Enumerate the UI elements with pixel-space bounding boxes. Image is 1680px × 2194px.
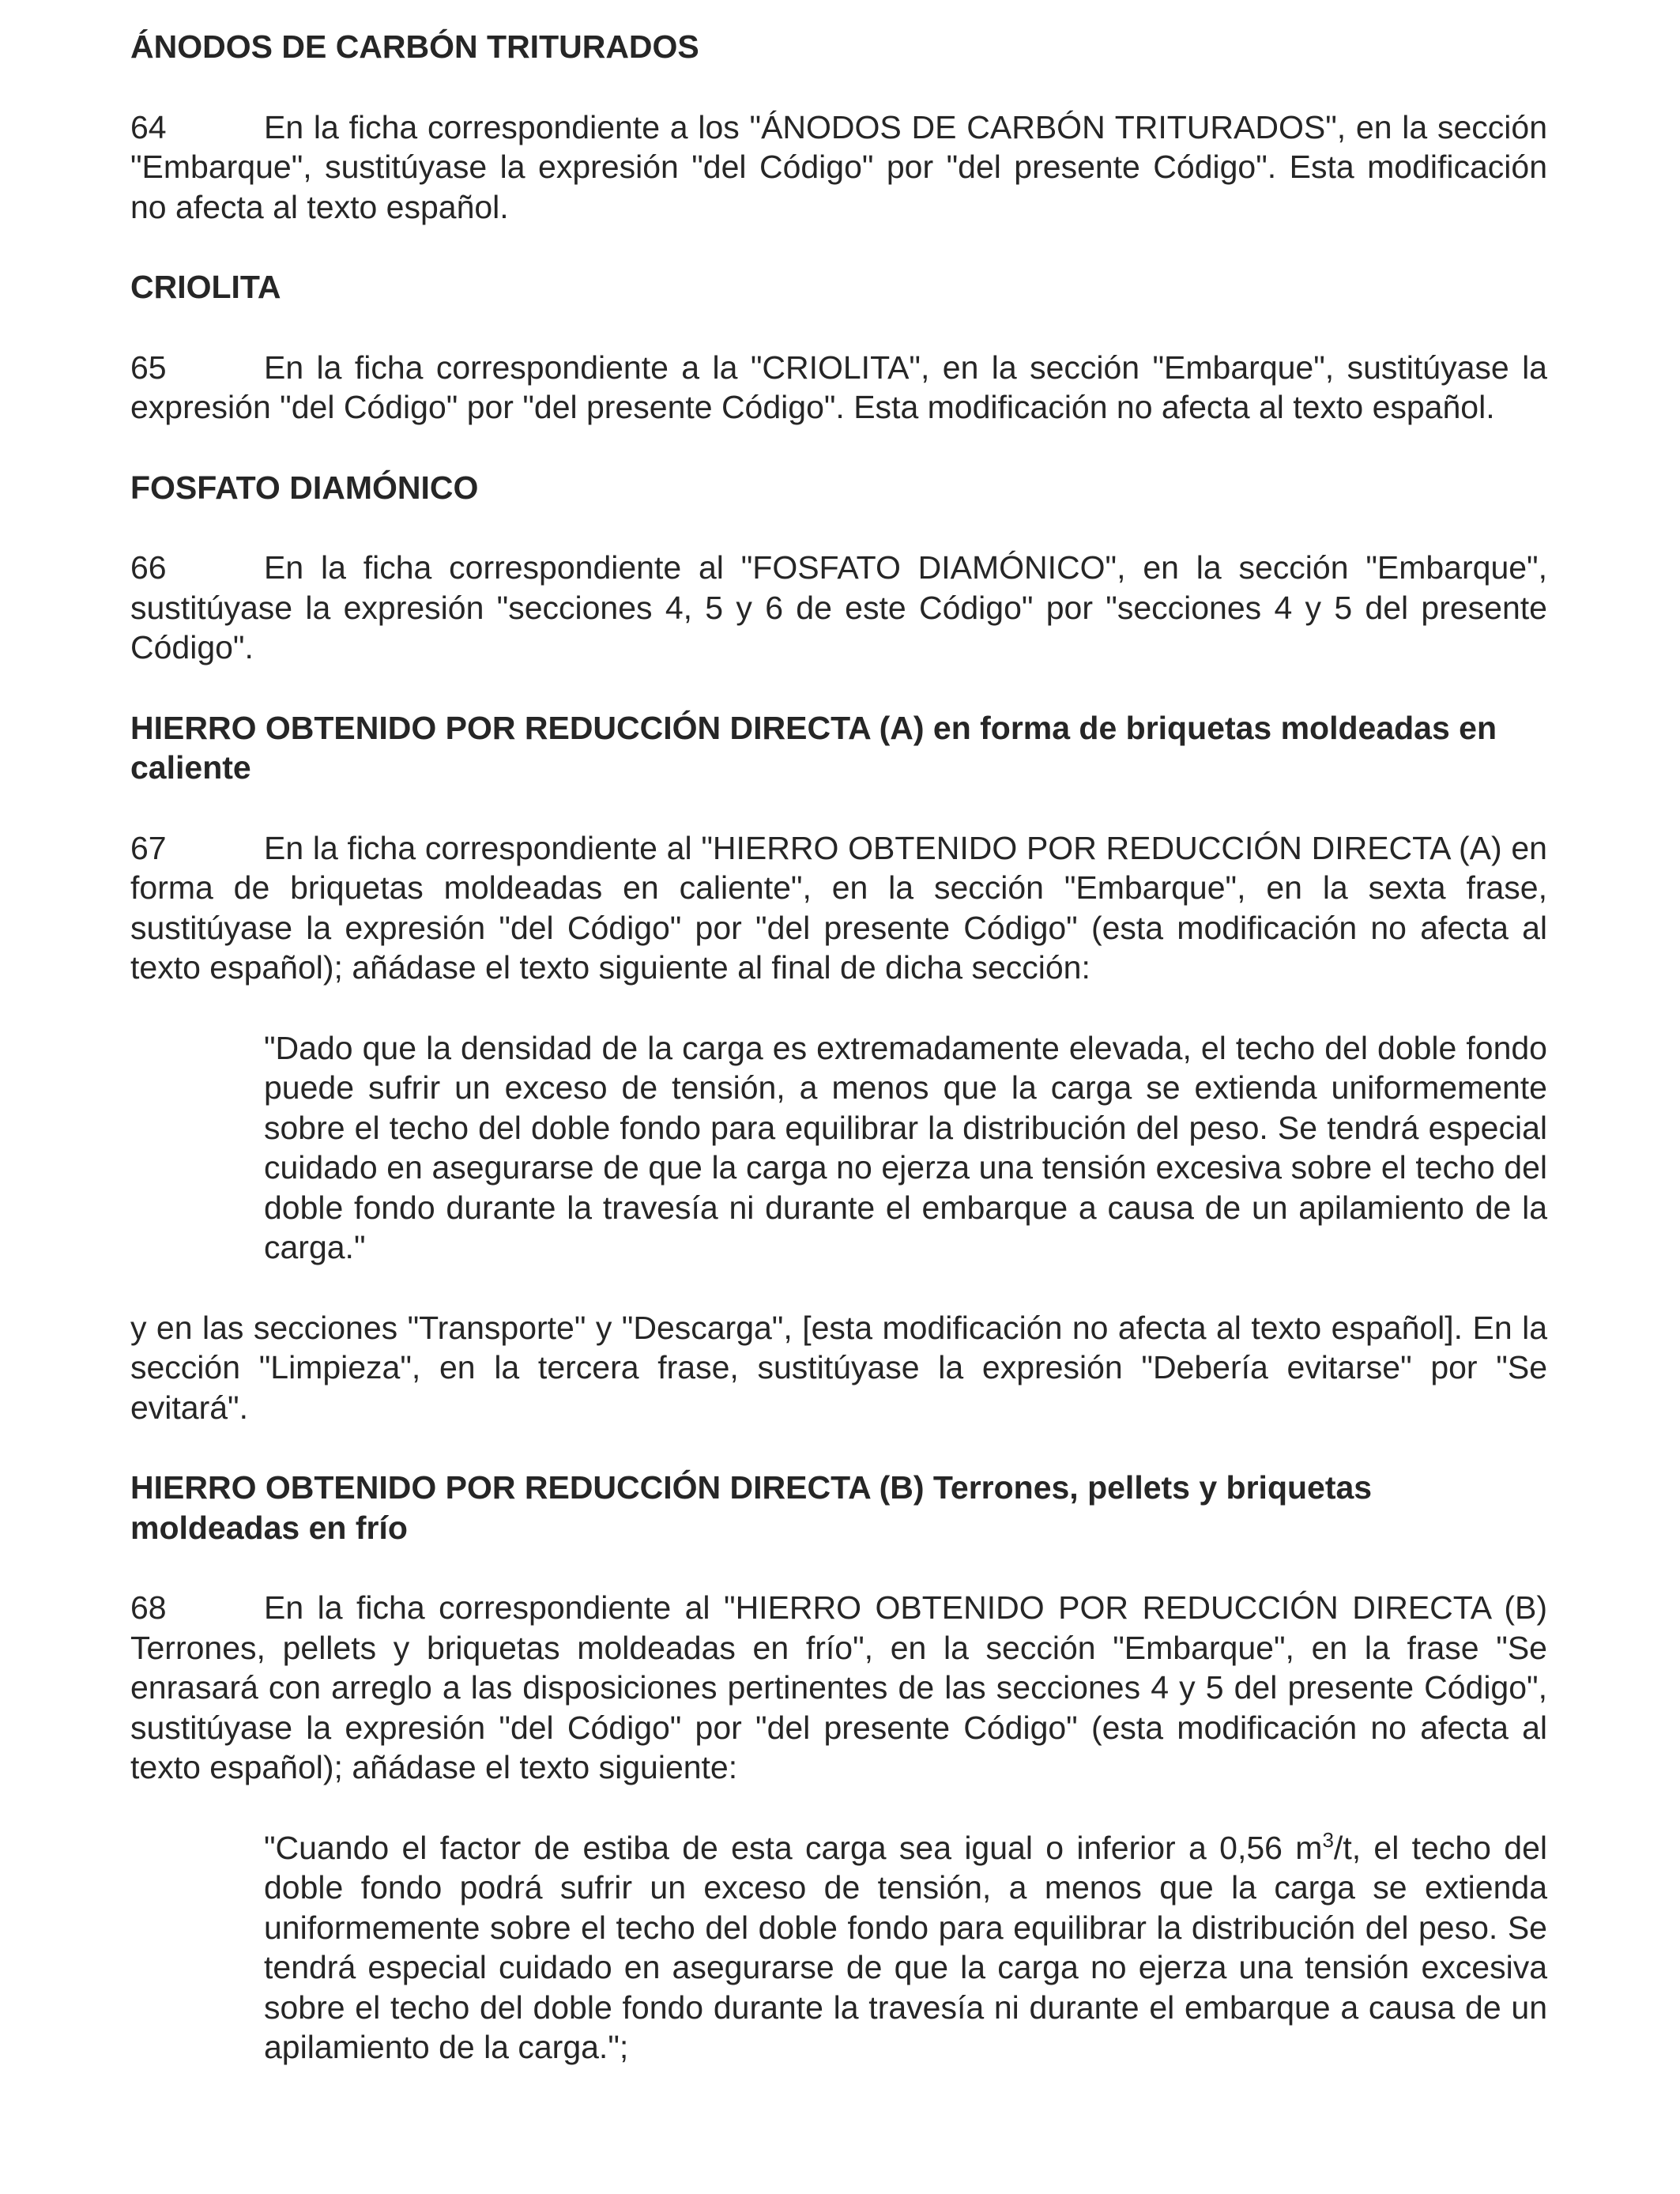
section-heading-criolita: CRIOLITA [130, 269, 281, 305]
section-heading-hierro-a: HIERRO OBTENIDO POR REDUCCIÓN DIRECTA (A) en forma de briquetas moldeadas en caliente [130, 709, 1497, 786]
paragraph-number: 67 [130, 829, 167, 866]
spacer [130, 668, 1547, 708]
paragraph-number: 66 [130, 549, 167, 586]
section-heading-fosfato: FOSFATO DIAMÓNICO [130, 469, 479, 506]
superscript: 3 [1322, 1827, 1334, 1852]
spacer [130, 1427, 1547, 1468]
paragraph-text: En la ficha correspondiente al "HIERRO OBTENIDO POR REDUCCIÓN DIRECTA (B) Terrones, pellets y briquetas moldeadas en frío", en la sección "Embarque", en la frase "Se enrasará con arreglo a las disposiciones pertinentes de las secciones 4 y 5 del presente Código", sustitúyase la expresión "del Código" por "del presente Código" (esta modificación no afecta al texto español); añádase el texto siguiente: [130, 1589, 1547, 1785]
spacer [130, 307, 1547, 348]
paragraph-text: En la ficha correspondiente a la "CRIOLITA", en la sección "Embarque", sustitúyase la expresión "del Código" por "del presente Código". Esta modificación no afecta al texto español. [130, 349, 1547, 425]
spacer [130, 1547, 1547, 1588]
paragraph-number: 68 [130, 1589, 167, 1626]
block-quote-67: "Dado que la densidad de la carga es extremadamente elevada, el techo del doble fondo puede sufrir un exceso de tensión, a menos que la carga se extienda uniformemente sobre el techo del doble fondo para equilibrar la distribución del peso. Se tendrá especial cuidado en asegurarse de que la carga no ejerza una tensión excesiva sobre el techo del doble fondo durante la travesía ni durante el embarque a causa de un apilamiento de la carga." [264, 1029, 1547, 1265]
quote-text-start: "Cuando el factor de estiba de esta carga sea igual o inferior a 0,56 m [264, 1829, 1323, 1866]
spacer [130, 788, 1547, 828]
paragraph-66 [130, 548, 1547, 668]
block-quote-68 [264, 1828, 1547, 2068]
spacer [130, 428, 1547, 468]
spacer [130, 227, 1547, 267]
spacer [130, 507, 1547, 548]
spacer [130, 67, 1547, 107]
quote-text-end: /t, el techo del doble fondo podrá sufrir un exceso de tensión, a menos que la carga se extienda uniformemente sobre el techo del doble fondo para equilibrar la distribución del peso. Se tendrá especial cuidado en asegurarse de que la carga no ejerza una tensión excesiva sobre el techo del doble fondo durante la travesía ni durante el embarque a causa de un apilamiento de la carga."; [264, 1829, 1547, 2065]
paragraph-number: 65 [130, 349, 167, 386]
paragraph-65 [130, 348, 1547, 428]
paragraph-text: En la ficha correspondiente a los "ÁNODOS DE CARBÓN TRITURADOS", en la sección "Embarque", sustitúyase la expresión "del Código" por "del presente Código". Esta modificación no afecta al texto español. [130, 108, 1547, 225]
paragraph-number: 64 [130, 108, 167, 145]
section-heading-hierro-b: HIERRO OBTENIDO POR REDUCCIÓN DIRECTA (B) Terrones, pellets y briquetas moldeadas en frío [130, 1469, 1373, 1546]
paragraph-67 [130, 828, 1547, 988]
spacer [130, 1788, 1547, 1828]
paragraph-64 [130, 107, 1547, 228]
paragraph-68 [130, 1588, 1547, 1788]
section-heading-anodos: ÁNODOS DE CARBÓN TRITURADOS [130, 28, 699, 65]
paragraph-text: En la ficha correspondiente al "FOSFATO DIAMÓNICO", en la sección "Embarque", sustitúyase la expresión "secciones 4, 5 y 6 de este Código" por "secciones 4 y 5 del presente Código". [130, 549, 1547, 665]
spacer [130, 1268, 1547, 1308]
paragraph-text: En la ficha correspondiente al "HIERRO OBTENIDO POR REDUCCIÓN DIRECTA (A) en forma de briquetas moldeadas en caliente", en la sección "Embarque", en la sexta frase, sustitúyase la expresión "del Código" por "del presente Código" (esta modificación no afecta al texto español); añádase el texto siguiente al final de dicha sección: [130, 829, 1547, 986]
spacer [130, 988, 1547, 1028]
paragraph-67-continuation: y en las secciones "Transporte" y "Descarga", [esta modificación no afecta al texto español]. En la sección "Limpieza", en la tercera frase, sustitúyase la expresión "Debería evitarse" por "Se evitará". [130, 1309, 1547, 1426]
